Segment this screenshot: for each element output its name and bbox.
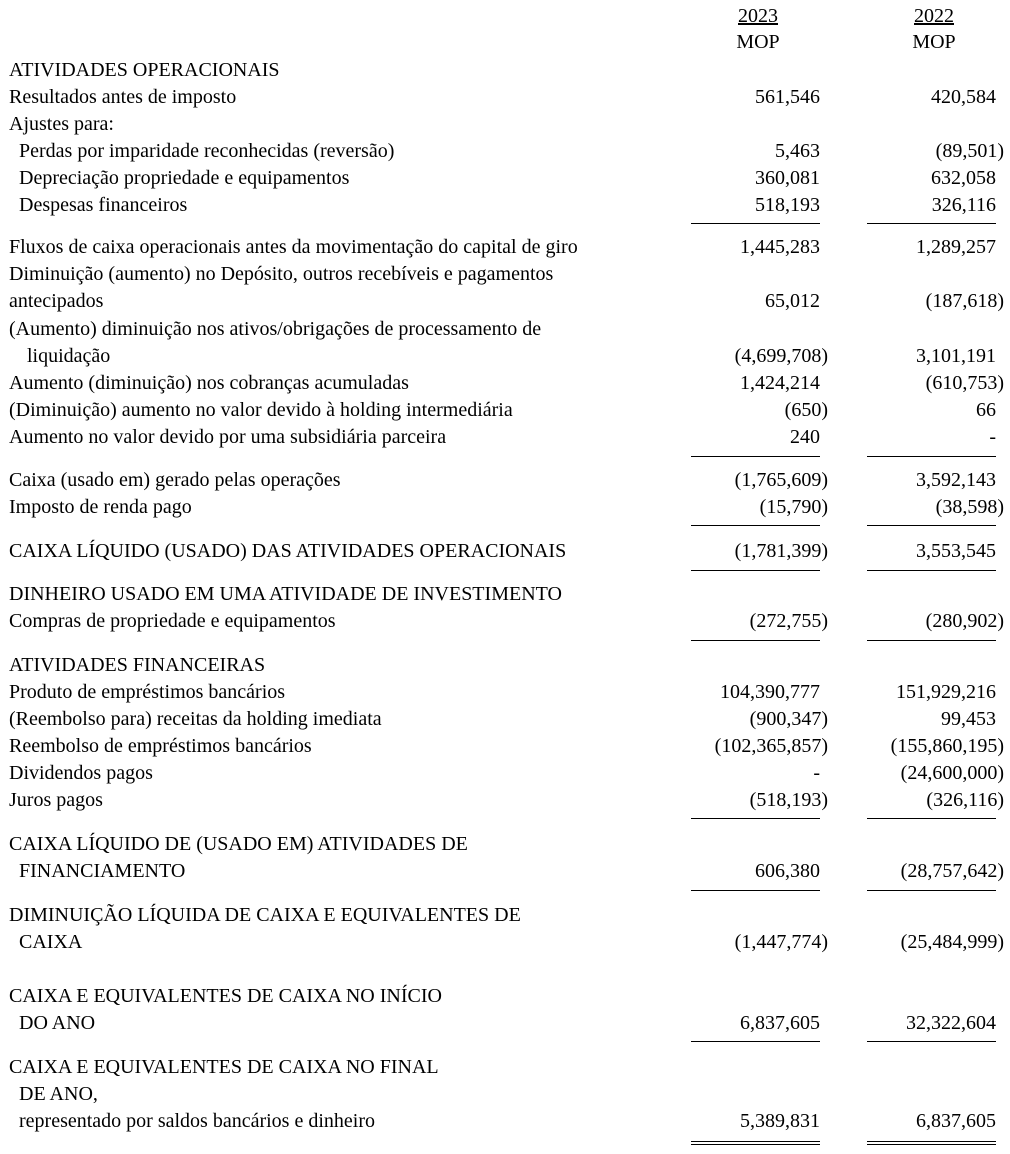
table-row	[0, 679, 1010, 706]
table-row	[0, 84, 1010, 111]
row-label: Produto de empréstimos bancários	[9, 681, 286, 703]
value-2023: (1,765,609)	[734, 469, 828, 491]
subtotal-rule	[691, 223, 820, 224]
value-2023: (650)	[784, 399, 828, 421]
table-row	[0, 831, 1010, 858]
row-label: (Aumento) diminuição nos ativos/obrigações de processamento de	[9, 318, 542, 340]
table-row	[0, 138, 1010, 165]
table-row	[0, 983, 1010, 1010]
row-label: Diminuição (aumento) no Depósito, outros recebíveis e pagamentos	[9, 263, 554, 285]
table-row	[0, 370, 1010, 397]
value-2022: (89,501)	[935, 140, 1004, 162]
table-row	[0, 760, 1010, 787]
value-2022: (326,116)	[926, 789, 1004, 811]
row-label: Compras de propriedade e equipamentos	[9, 610, 336, 632]
table-row	[0, 538, 1010, 565]
value-2023: 6,837,605	[740, 1012, 820, 1034]
table-row	[0, 608, 1010, 635]
value-2023: (102,365,857)	[714, 735, 828, 757]
row-label: Despesas financeiros	[19, 194, 188, 216]
subtotal-rule	[867, 818, 996, 819]
row-label: Fluxos de caixa operacionais antes da movimentação do capital de giro	[9, 236, 578, 258]
row-label: CAIXA LÍQUIDO DE (USADO EM) ATIVIDADES DE	[9, 833, 468, 855]
value-2023: (272,755)	[749, 610, 828, 632]
table-row	[0, 1054, 1010, 1081]
value-2022: 32,322,604	[906, 1012, 996, 1034]
value-2022: (24,600,000)	[900, 762, 1004, 784]
row-label: CAIXA	[19, 931, 83, 953]
table-row	[0, 316, 1010, 343]
subtotal-rule	[691, 525, 820, 526]
value-2022: 3,101,191	[916, 345, 996, 367]
value-2022: -	[989, 426, 996, 448]
row-label: Aumento no valor devido por uma subsidiária parceira	[9, 426, 447, 448]
value-2023: 104,390,777	[720, 681, 820, 703]
row-label: DE ANO,	[19, 1083, 98, 1105]
table-row	[0, 111, 1010, 138]
table-row	[0, 467, 1010, 494]
value-2023: (1,781,399)	[734, 540, 828, 562]
row-label: Reembolso de empréstimos bancários	[9, 735, 312, 757]
subtotal-rule	[691, 818, 820, 819]
row-label: liquidação	[27, 345, 111, 367]
value-2023: (4,699,708)	[734, 345, 828, 367]
value-2023: 561,546	[755, 86, 820, 108]
table-row	[0, 494, 1010, 521]
value-2022: (155,860,195)	[890, 735, 1004, 757]
table-row	[0, 581, 1010, 608]
table-row	[0, 733, 1010, 760]
table-row	[0, 858, 1010, 885]
value-2023: (518,193)	[749, 789, 828, 811]
row-label: DIMINUIÇÃO LÍQUIDA DE CAIXA E EQUIVALENTES DE	[9, 904, 521, 926]
subtotal-rule	[691, 570, 820, 571]
subtotal-rule	[691, 640, 820, 641]
table-row	[0, 343, 1010, 370]
total-double-rule	[867, 1141, 996, 1145]
value-2023: 518,193	[755, 194, 820, 216]
row-label: Juros pagos	[9, 789, 103, 811]
value-2023: 5,463	[775, 140, 820, 162]
value-2023: 360,081	[755, 167, 820, 189]
row-label: ATIVIDADES FINANCEIRAS	[9, 654, 266, 676]
value-2023: -	[813, 762, 820, 784]
row-label: Aumento (diminuição) nos cobranças acumuladas	[9, 372, 409, 394]
row-label: FINANCIAMENTO	[19, 860, 186, 882]
subtotal-rule	[691, 1041, 820, 1042]
row-label: Depreciação propriedade e equipamentos	[19, 167, 350, 189]
row-label: Caixa (usado em) gerado pelas operações	[9, 469, 341, 491]
table-row	[0, 234, 1010, 261]
row-label: Ajustes para:	[9, 113, 114, 135]
row-label: (Reembolso para) receitas da holding imediata	[9, 708, 382, 730]
row-label: DINHEIRO USADO EM UMA ATIVIDADE DE INVESTIMENTO	[9, 583, 562, 605]
row-label: representado por saldos bancários e dinheiro	[19, 1110, 375, 1132]
value-2023: 1,445,283	[740, 236, 820, 258]
table-row	[0, 288, 1010, 315]
table-row	[0, 929, 1010, 956]
value-2023: 5,389,831	[740, 1110, 820, 1132]
subtotal-rule	[691, 890, 820, 891]
table-row	[0, 1108, 1010, 1135]
value-2022: (187,618)	[925, 290, 1004, 312]
row-label: antecipados	[9, 290, 104, 312]
subtotal-rule	[867, 1041, 996, 1042]
currency-header-2023: MOP	[736, 31, 780, 53]
value-2022: 3,553,545	[916, 540, 996, 562]
subtotal-rule	[867, 223, 996, 224]
row-label: Resultados antes de imposto	[9, 86, 237, 108]
row-label: CAIXA E EQUIVALENTES DE CAIXA NO INÍCIO	[9, 985, 442, 1007]
row-label: CAIXA E EQUIVALENTES DE CAIXA NO FINAL	[9, 1056, 439, 1078]
value-2022: 99,453	[941, 708, 996, 730]
row-label: Dividendos pagos	[9, 762, 153, 784]
table-row	[0, 652, 1010, 679]
row-label: (Diminuição) aumento no valor devido à holding intermediária	[9, 399, 513, 421]
table-row	[0, 165, 1010, 192]
year-header-2023: 2023	[738, 5, 778, 27]
subtotal-rule	[867, 640, 996, 641]
row-label: CAIXA LÍQUIDO (USADO) DAS ATIVIDADES OPERACIONAIS	[9, 540, 567, 562]
value-2023: (15,790)	[759, 496, 828, 518]
year-header-2022: 2022	[914, 5, 954, 27]
value-2022: (28,757,642)	[900, 860, 1004, 882]
value-2022: (25,484,999)	[900, 931, 1004, 953]
value-2023: (1,447,774)	[734, 931, 828, 953]
value-2023: (900,347)	[749, 708, 828, 730]
subtotal-rule	[867, 890, 996, 891]
table-row	[0, 192, 1010, 219]
table-row	[0, 57, 1010, 84]
table-row	[0, 261, 1010, 288]
table-row	[0, 787, 1010, 814]
currency-header-2022: MOP	[912, 31, 956, 53]
value-2022: (280,902)	[925, 610, 1004, 632]
table-row	[0, 902, 1010, 929]
value-2022: 151,929,216	[896, 681, 996, 703]
table-row	[0, 424, 1010, 451]
subtotal-rule	[867, 456, 996, 457]
value-2022: 326,116	[931, 194, 996, 216]
value-2022: 66	[976, 399, 996, 421]
subtotal-rule	[867, 525, 996, 526]
row-label: ATIVIDADES OPERACIONAIS	[9, 59, 280, 81]
total-double-rule	[691, 1141, 820, 1145]
value-2022: 632,058	[931, 167, 996, 189]
row-label: Perdas por imparidade reconhecidas (reversão)	[19, 140, 395, 162]
value-2022: 6,837,605	[916, 1110, 996, 1132]
value-2022: (38,598)	[935, 496, 1004, 518]
value-2023: 1,424,214	[740, 372, 820, 394]
value-2022: 3,592,143	[916, 469, 996, 491]
table-row	[0, 397, 1010, 424]
row-label: DO ANO	[19, 1012, 96, 1034]
table-row	[0, 706, 1010, 733]
value-2023: 606,380	[755, 860, 820, 882]
value-2022: (610,753)	[925, 372, 1004, 394]
subtotal-rule	[867, 570, 996, 571]
table-row	[0, 1081, 1010, 1108]
subtotal-rule	[691, 456, 820, 457]
value-2022: 420,584	[931, 86, 996, 108]
table-row	[0, 1010, 1010, 1037]
value-2023: 65,012	[765, 290, 820, 312]
row-label: Imposto de renda pago	[9, 496, 192, 518]
value-2022: 1,289,257	[916, 236, 996, 258]
value-2023: 240	[790, 426, 820, 448]
